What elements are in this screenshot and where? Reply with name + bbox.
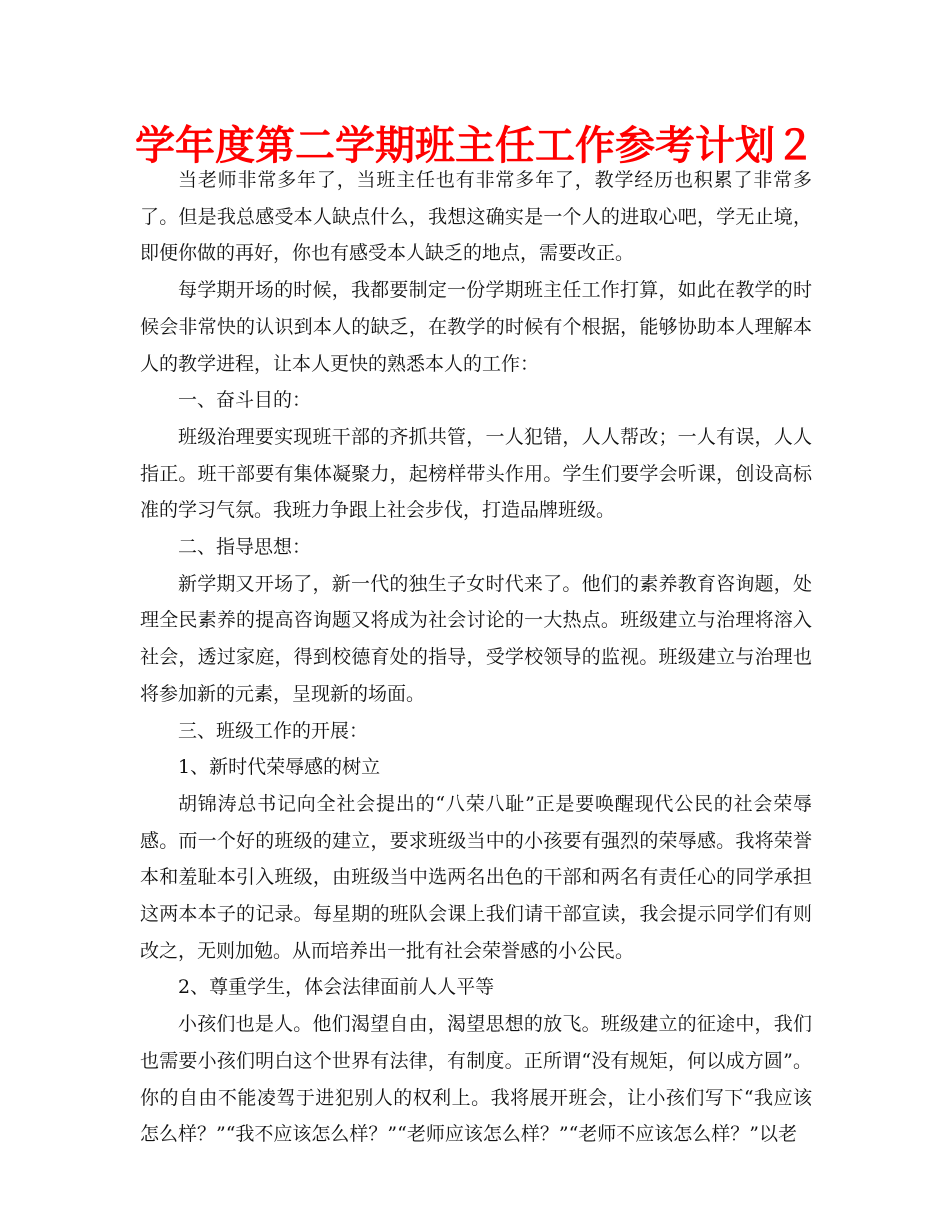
paragraph: 当老师非常多年了，当班主任也有非常多年了，教学经历也积累了非常多了。但是我总感受本人缺点什么，我想这确实是一个人的进取心吧，学无止境，即便你做的再好，你也有感受本人缺乏的地点，需要改正。: [140, 169, 812, 265]
paragraph: 每学期开场的时候，我都要制定一份学期班主任工作打算，如此在教学的时候会非常快的认识到本人的缺乏，在教学的时候有个根据，能够协助本人理解本人的教学进程，让本人更快的熟悉本人的工作：: [140, 279, 812, 375]
subsection-heading: 2、尊重学生，体会法律面前人人平等: [178, 976, 495, 999]
paragraph: 班级治理要实现班干部的齐抓共管，一人犯错，人人帮改；一人有误，人人指正。班干部要有集体凝聚力，起榜样带头作用。学生们要学会听课，创设高标准的学习气氛。我班力争跟上社会步伐，打造品牌班级。: [140, 425, 812, 522]
section-heading: 二、指导思想：: [178, 536, 312, 559]
paragraph: 新学期又开场了，新一代的独生子女时代来了。他们的素养教育咨询题，处理全民素养的提高咨询题又将成为社会讨论的一大热点。班级建立与治理将溶入社会，透过家庭，得到校德育处的指导，受学校领导的监视。班级建立与治理也将参加新的元素，呈现新的场面。: [140, 572, 812, 705]
section-heading: 三、班级工作的开展：: [178, 719, 369, 742]
document-title: 学年度第二学期班主任工作参考计划２: [135, 123, 815, 169]
paragraph: 胡锦涛总书记向全社会提出的“八荣八耻”正是要唤醒现代公民的社会荣辱感。而一个好的班级的建立，要求班级当中的小孩要有强烈的荣辱感。我将荣誉本和羞耻本引入班级，由班级当中选两名出色的干部和两名有责任心的同学承担这两本本子的记录。每星期的班队会课上我们请干部宣读，我会提示同学们有则改之，无则加勉。从而培养出一批有社会荣誉感的小公民。: [140, 792, 812, 962]
paragraph: 小孩们也是人。他们渴望自由，渴望思想的放飞。班级建立的征途中，我们也需要小孩们明白这个世界有法律，有制度。正所谓“没有规矩，何以成方圆”。你的自由不能凌驾于进犯别人的权利上。我将展开班会，让小孩们写下“我应该怎么样？”“我不应该怎么样？”“老师应该怎么样？”“老师不应该怎么样？”以老: [140, 1013, 812, 1146]
document-body: [140, 162, 812, 1153]
subsection-heading: 1、新时代荣辱感的树立: [178, 756, 381, 779]
section-heading: 一、奋斗目的：: [178, 389, 312, 412]
